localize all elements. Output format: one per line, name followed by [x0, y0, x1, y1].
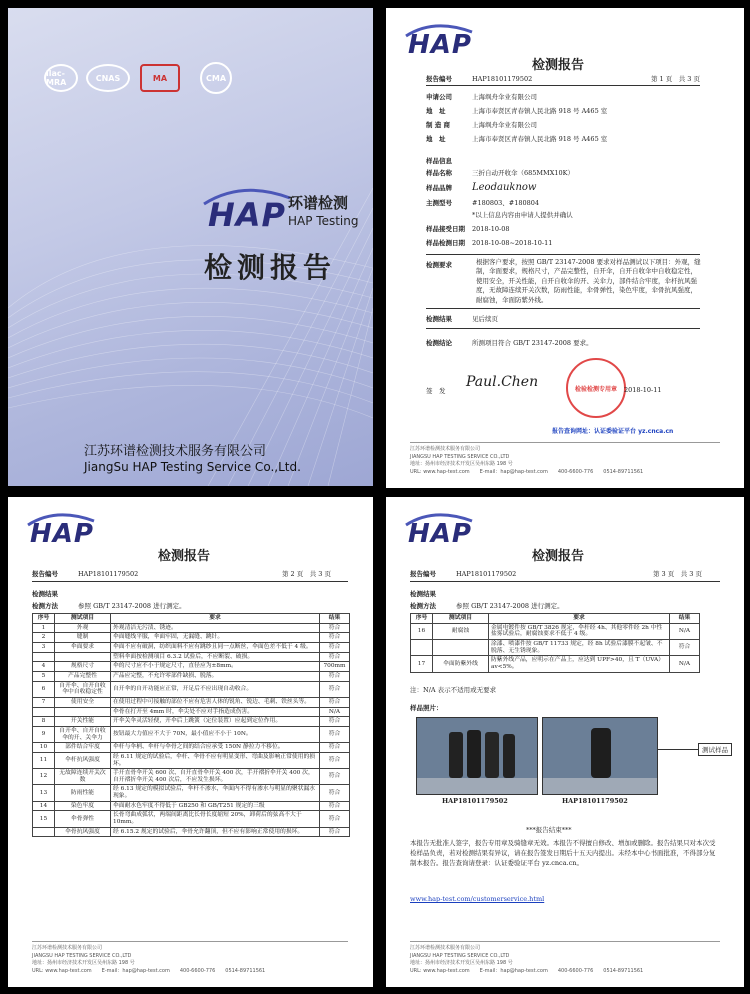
applicant-company: 上海飒舟伞业有限公司: [472, 93, 537, 101]
table-cell-res: 符合: [320, 752, 350, 768]
table-cell-res: 符合: [320, 726, 350, 742]
footer: [410, 945, 643, 975]
table-cell-item: 无故障连续开关次数: [55, 769, 111, 785]
table-cell-item: 产品完整性: [55, 671, 111, 681]
header-divider: [410, 581, 720, 582]
table-cell-item: 规格尺寸: [55, 662, 111, 672]
report-title: 检测报告: [158, 549, 211, 564]
result-heading: 检测结果: [410, 590, 436, 598]
table-row: [33, 652, 350, 662]
footer-address: 地址：扬州市经济技术开发区吴州东路 198 号: [32, 960, 135, 966]
page-info: 第 2 页 共 3 页: [281, 570, 331, 578]
photo-caption-1: HAP18101179502: [442, 797, 508, 805]
table-row: [411, 623, 700, 639]
report-cover: [8, 8, 373, 486]
applicant-address: 上海市奉贤区青春镇人民北路 918 号 A465 室: [472, 107, 608, 115]
umbrella-image: [543, 718, 657, 794]
table-cell-item: 耐腐蚀: [433, 623, 489, 639]
sample-note: *以上信息内容由申请人提供并确认: [472, 211, 573, 219]
footer-company-en: JIANGSU HAP TESTING SERVICE CO.,LTD: [32, 952, 132, 959]
report-page-2: [8, 497, 373, 987]
company-name-en: JiangSu HAP Testing Service Co.,Ltd.: [84, 460, 301, 474]
footer-address: 地址：扬州市经济技术开发区吴州东路 198 号: [410, 960, 513, 966]
table-cell-no: 8: [33, 717, 55, 727]
table-cell-req: 经 6.11 规定的试验后，伞杆、伞骨不应有明显变形、弯曲及影响正常使用的损坏。: [111, 752, 320, 768]
method-label: 检测方法: [410, 602, 436, 610]
table-cell-no: 7: [33, 697, 55, 707]
hap-logo: HAP: [208, 196, 286, 234]
table-cell-req: 经 6.15.2 规定的试验后，伞骨允许翻顶，但不应有影响正常使用的损坏。: [111, 827, 320, 837]
table-cell-no: [33, 652, 55, 662]
table-cell-item: 自开伞、自开自收伞的开、关伞力: [55, 726, 111, 742]
table-header-row: [411, 614, 700, 624]
table-row: [33, 785, 350, 801]
hap-logo: HAP: [408, 30, 472, 60]
table-cell-no: [33, 827, 55, 837]
result-table: [32, 613, 350, 837]
table-cell-item: 伞骨弹性: [55, 811, 111, 827]
field-label: 主测型号: [426, 199, 452, 207]
footer-address: 地址：扬州市经济技术开发区吴州东路 198 号: [410, 461, 513, 467]
sample-photo: [542, 717, 658, 795]
table-cell-item: 开关性能: [55, 717, 111, 727]
result-table: [410, 613, 700, 673]
footer-divider: [32, 941, 348, 942]
table-header-cell: 测试项目: [433, 614, 489, 624]
report-title: 检测报告: [532, 549, 585, 564]
field-label: 样品品牌: [426, 184, 452, 192]
table-cell-no: 4: [33, 662, 55, 672]
table-cell-item: 部件结合牢度: [55, 743, 111, 753]
table-cell-res: 符合: [320, 769, 350, 785]
table-cell-req: 长骨弯曲成弧状，两端间距离比长骨长度缩短 20%，卸荷后的弦高不大于 10mm。: [111, 811, 320, 827]
table-cell-res: N/A: [670, 623, 700, 639]
table-cell-res: 符合: [320, 717, 350, 727]
table-cell-no: 12: [33, 769, 55, 785]
field-label: 地 址: [426, 107, 446, 115]
table-cell-item: [433, 639, 489, 655]
report-query-link[interactable]: 报告查询网址：认证委验证平台 yz.cnca.cn: [552, 428, 674, 435]
hap-logo-swoosh-icon: [404, 511, 474, 527]
divider: [426, 328, 700, 329]
report-page-3: [386, 497, 744, 987]
table-header-cell: 要求: [111, 614, 320, 624]
table-cell-req: 伞杆与伞柄、伞杆与伞骨之间的结合应承受 150N 静拉力不移位。: [111, 743, 320, 753]
hap-logo: HAP: [30, 519, 94, 549]
table-cell-req: 自开伞的自开功能应正常，开足后不应出现自动收合。: [111, 681, 320, 697]
page-info: 第 3 页 共 3 页: [652, 570, 702, 578]
cma-seal-icon: CMA: [200, 62, 232, 94]
sign-label: 签 发: [426, 387, 446, 395]
table-cell-item: 伞杆抗风强度: [55, 752, 111, 768]
sample-photo: [416, 717, 538, 795]
table-header-cell: 要求: [489, 614, 670, 624]
table-header-row: [33, 614, 350, 624]
table-cell-item: 使用安全: [55, 697, 111, 707]
footer-company-cn: 江苏环谱检测技术服务有限公司: [410, 945, 481, 951]
header-divider: [32, 581, 348, 582]
table-header-cell: 结果: [670, 614, 700, 624]
sample-brand: Leodauknow: [472, 182, 537, 193]
table-row: [33, 827, 350, 837]
footer-divider: [410, 442, 720, 443]
table-cell-res: 符合: [320, 697, 350, 707]
result-label: 检测结果: [426, 315, 452, 323]
report-no-label: 报告编号: [426, 75, 452, 83]
table-cell-no: 6: [33, 681, 55, 697]
table-row: [33, 752, 350, 768]
signature: Paul.Chen: [466, 374, 539, 390]
report-no: HAP18101179502: [78, 570, 139, 578]
table-row: [411, 639, 700, 655]
table-row: [33, 726, 350, 742]
requirement-label: 检测要求: [426, 261, 452, 269]
table-cell-req: 经 6.13 规定的模拟试验后，伞杆不渗水，伞面内不得有渗水与明显的聚状漏水现象。: [111, 785, 320, 801]
table-cell-req: 外观清洁无污渍、锈迹。: [111, 623, 320, 633]
footer-contact: URL: www.hap-test.com E-mail：hap@hap-test.com 400-6600-776 0514-89711561: [410, 967, 644, 974]
table-cell-req: 伞面耐水色牢度不得低于 GB250 和 GB/T251 规定的三级: [111, 801, 320, 811]
received-date: 2018-10-08: [472, 225, 510, 233]
report-no-label: 报告编号: [410, 570, 436, 578]
hap-logo: HAP: [408, 519, 472, 549]
table-cell-res: 符合: [320, 681, 350, 697]
sign-date: 2018-10-11: [624, 386, 662, 394]
customer-service-link[interactable]: www.hap-test.com/customerservice.html: [410, 895, 545, 903]
test-requirement: 根据客户要求，按照 GB/T 23147-2008 要求对样品测试以下项目：外观，缝制，伞面要求，规格尺寸，产品完整性，自开伞，自开自收伞中自收稳定性，使用安全，开关性能，自开自收伞的开、关伞力，部件结合牢度，伞杆抗风强度，无故障连续开关次数，防雨性能，伞骨弹性，染色牢度，伞骨抗风强度，耐腐蚀，伞面防紫外线。: [476, 258, 701, 304]
table-header-cell: 结果: [320, 614, 350, 624]
test-conclusion: 所测项目符合 GB/T 23147-2008 要求。: [472, 339, 593, 347]
report-end: ***报告结束***: [526, 826, 572, 834]
report-statement: 本报告无批准人签字，报告专用章及骑缝章无效。本报告不得擅自修改、增加或删除。报告结果只对本次受检样品负责，若对检测结果有异议，请在报告签发日期后十五天内提出。未经本中心书面批准，不得部分复制本报告。报告查询请登录：认证委验证平台 yz.cnca.cn。: [410, 839, 716, 867]
table-cell-no: [411, 639, 433, 655]
sample-info-heading: 样品信息: [426, 157, 452, 165]
footer-contact: URL: www.hap-test.com E-mail：hap@hap-test.com 400-6600-776 0514-89711561: [32, 967, 266, 974]
company-name-cn: 江苏环谱检测技术服务有限公司: [84, 444, 267, 459]
photo-caption-2: HAP18101179502: [562, 797, 628, 805]
table-cell-no: 17: [411, 656, 433, 672]
table-cell-res: 符合: [320, 623, 350, 633]
table-cell-item: 自开伞、自开自收伞中自收稳定性: [55, 681, 111, 697]
footer: [410, 446, 643, 476]
table-cell-res: N/A: [320, 707, 350, 717]
table-cell-no: 3: [33, 642, 55, 652]
table-row: [33, 769, 350, 785]
table-cell-res: 符合: [320, 671, 350, 681]
table-cell-no: 10: [33, 743, 55, 753]
divider: [426, 254, 700, 255]
table-row: [33, 623, 350, 633]
test-method: 参照 GB/T 23147-2008 进行测定。: [78, 602, 186, 610]
test-date: 2018-10-08~2018-10-11: [472, 239, 553, 247]
table-cell-res: 符合: [320, 652, 350, 662]
manufacturer: 上海飒舟伞业有限公司: [472, 121, 537, 129]
table-cell-req: 手开直骨伞开关 600 次、自开直骨伞开关 400 次，手开褶折伞开关 400 次，自开褶折伞开关 400 次后，不应发生损坏。: [111, 769, 320, 785]
footer-contact: URL: www.hap-test.com E-mail：hap@hap-test.com 400-6600-776 0514-89711561: [410, 468, 644, 475]
report-title: 检测报告: [532, 58, 585, 73]
hap-logo-swoosh-icon: [202, 186, 292, 206]
table-cell-req: 伞面不应有破洞，纺织面料不应有跳纱且同一点断丝，伞面色差不低于 4 级。: [111, 642, 320, 652]
sample-model: #180803、#180804: [472, 199, 540, 207]
table-cell-item: 伞骨抗风强度: [55, 827, 111, 837]
brand-en: HAP Testing: [288, 214, 359, 228]
footer-company-en: JIANGSU HAP TESTING SERVICE CO.,LTD: [410, 952, 510, 959]
footer-company-cn: 江苏环谱检测技术服务有限公司: [32, 945, 103, 951]
divider: [426, 308, 700, 309]
table-row: [33, 662, 350, 672]
table-cell-no: 5: [33, 671, 55, 681]
brand-cn: 环谱检测: [288, 194, 349, 212]
table-header-cell: 测试项目: [55, 614, 111, 624]
footer: [32, 945, 265, 975]
table-row: [33, 811, 350, 827]
callout-line: [658, 749, 698, 750]
table-cell-item: 染色牢度: [55, 801, 111, 811]
table-cell-res: 符合: [320, 811, 350, 827]
umbrella-image: [417, 718, 537, 794]
ilac-mra-icon: ilac-MRA: [44, 64, 78, 92]
field-label: 样品接受日期: [426, 225, 465, 233]
table-cell-item: 伞面要求: [55, 642, 111, 652]
header-divider: [426, 85, 700, 86]
test-result: 见后续页: [472, 315, 498, 323]
table-header-cell: 序号: [411, 614, 433, 624]
table-cell-item: 伞面防紫外线: [433, 656, 489, 672]
table-row: [33, 801, 350, 811]
footer-divider: [410, 941, 720, 942]
table-cell-item: 防雨性能: [55, 785, 111, 801]
report-page-1: [386, 8, 744, 488]
table-cell-res: 符合: [320, 785, 350, 801]
manufacturer-address: 上海市奉贤区青春镇人民北路 918 号 A465 室: [472, 135, 608, 143]
photo-callout: 测试样品: [698, 743, 732, 756]
table-cell-req: 产品应完整，不允许零部件缺损、脱落。: [111, 671, 320, 681]
table-cell-item: 外观: [55, 623, 111, 633]
table-cell-req: 涂漆、喷漆件按 GB/T 11733 规定，经 8h 试验后漆膜不起皱、不脱落、无生锈现象。: [489, 639, 670, 655]
table-cell-no: 9: [33, 726, 55, 742]
table-row: [33, 633, 350, 643]
table-cell-res: 符合: [320, 743, 350, 753]
official-stamp: 检验检测专用章: [566, 358, 626, 418]
table-cell-item: 缝制: [55, 633, 111, 643]
table-cell-item: [55, 707, 111, 717]
table-row: [33, 681, 350, 697]
table-cell-req: 防紫外线产品，应明示在产品上，应达到 UPF>40，且 T（UVA）av<5%。: [489, 656, 670, 672]
result-heading: 检测结果: [32, 590, 58, 598]
table-row: [33, 717, 350, 727]
cover-title: 检测报告: [204, 251, 337, 284]
report-no: HAP18101179502: [456, 570, 517, 578]
table-row: [33, 707, 350, 717]
sample-name: 三折自动开收伞（685MMX10K）: [472, 169, 574, 177]
table-row: [33, 671, 350, 681]
table-cell-res: N/A: [670, 656, 700, 672]
table-cell-item: [55, 652, 111, 662]
table-row: [411, 656, 700, 672]
report-no-label: 报告编号: [32, 570, 58, 578]
table-cell-no: 1: [33, 623, 55, 633]
table-row: [33, 743, 350, 753]
photo-label: 样品照片：: [410, 704, 443, 712]
field-label: 样品名称: [426, 169, 452, 177]
table-row: [33, 697, 350, 707]
table-cell-res: 符合: [320, 801, 350, 811]
table-cell-req: 塑料伞面按检测项目 6.3.2 试验后，不应断裂、破损。: [111, 652, 320, 662]
table-cell-no: 2: [33, 633, 55, 643]
footer-company-cn: 江苏环谱检测技术服务有限公司: [410, 446, 481, 452]
test-method: 参照 GB/T 23147-2008 进行测定。: [456, 602, 564, 610]
table-cell-no: 14: [33, 801, 55, 811]
table-cell-req: 伞的尺寸应不小于规定尺寸，直径应为±8mm。: [111, 662, 320, 672]
footer-company-en: JIANGSU HAP TESTING SERVICE CO.,LTD: [410, 453, 510, 460]
table-cell-no: 15: [33, 811, 55, 827]
table-cell-no: 16: [411, 623, 433, 639]
table-row: [33, 642, 350, 652]
field-label: 样品检测日期: [426, 239, 465, 247]
field-label: 申请公司: [426, 93, 452, 101]
table-cell-res: 符合: [320, 642, 350, 652]
table-cell-res: 符合: [320, 827, 350, 837]
table-cell-req: 金属电镀件按 GB/T 3826 规定，伞杆经 4h、其他零件经 2h 中性盐雾试验后，耐腐蚀要求不低于 4 级。: [489, 623, 670, 639]
field-label: 地 址: [426, 135, 446, 143]
table-cell-res: 700mm: [320, 662, 350, 672]
cnas-icon: CNAS: [86, 64, 130, 92]
page-info: 第 1 页 共 3 页: [650, 75, 700, 83]
conclusion-label: 检测结论: [426, 339, 452, 347]
field-label: 制 造 商: [426, 121, 451, 129]
table-cell-res: 符合: [670, 639, 700, 655]
ma-icon: MA: [140, 64, 180, 92]
hap-logo-swoosh-icon: [404, 22, 474, 38]
table-cell-res: 符合: [320, 633, 350, 643]
hap-logo-swoosh-icon: [26, 511, 96, 527]
table-header-cell: 序号: [33, 614, 55, 624]
report-no: HAP18101179502: [472, 75, 533, 83]
table-cell-no: 11: [33, 752, 55, 768]
table-cell-req: 伞骨在打开至 4mm 时，伞尖处不应对手指造成伤害。: [111, 707, 320, 717]
method-label: 检测方法: [32, 602, 58, 610]
table-cell-req: 开伞关伞灵活轻便，开伞后上跳簧（定位装置）应起到定位作用。: [111, 717, 320, 727]
table-cell-no: 13: [33, 785, 55, 801]
table-cell-req: 按钮最大力值应不大于 70N，最小值应不小于 10N。: [111, 726, 320, 742]
table-cell-no: [33, 707, 55, 717]
table-cell-req: 伞面缝线平服，伞面牢固，无漏缝、跳针。: [111, 633, 320, 643]
table-cell-req: 在使用过程中可接触的部位不应有危害人体的锐角、锐边、毛刺、铁丝头等。: [111, 697, 320, 707]
table-note: 注：N/A 表示不适用或无要求: [410, 686, 497, 694]
